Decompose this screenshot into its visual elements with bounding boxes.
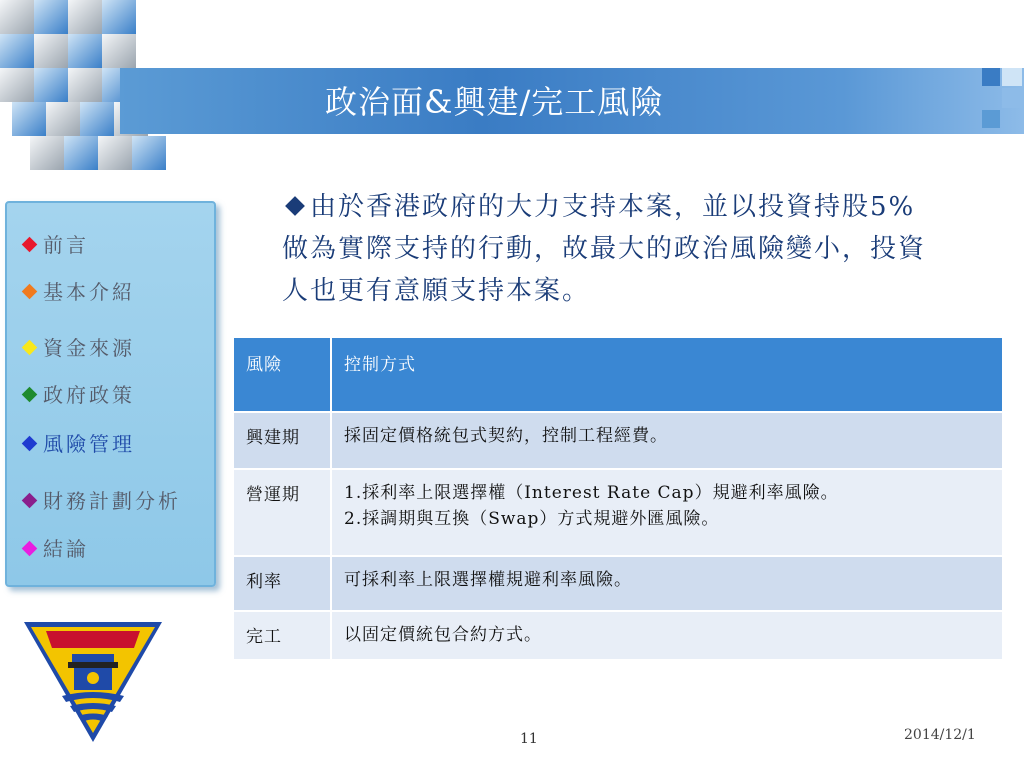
risk-cell: 利率 (233, 556, 331, 611)
table-row (233, 469, 1003, 556)
control-line: 以固定價統包合約方式。 (344, 625, 542, 645)
nav-item-label: 資金來源 (43, 336, 135, 360)
nav-item-conclusion[interactable] (24, 533, 89, 562)
table-header-row (233, 337, 1003, 412)
nav-item-label: 前言 (43, 233, 89, 257)
diamond-bullet-icon (22, 340, 38, 356)
table-row (233, 412, 1003, 469)
diamond-bullet-icon (22, 436, 38, 452)
table-header-cell: 風險 (233, 337, 331, 412)
control-cell (331, 556, 1003, 611)
nav-item-label: 風險管理 (43, 432, 135, 456)
control-line: 可採利率上限選擇權規避利率風險。 (344, 570, 632, 590)
intro-text: 由於香港政府的大力支持本案，並以投資持股5%做為實際支持的行動，故最大的政治風險變小，投資人也更有意願支持本案。 (282, 192, 927, 306)
table-row (233, 611, 1003, 660)
slide-title: 政治面&興建/完工風險 (325, 83, 664, 121)
diamond-bullet-icon (22, 237, 38, 253)
diamond-bullet-icon (22, 541, 38, 557)
university-emblem-logo (22, 618, 164, 744)
diamond-bullet-icon (285, 196, 305, 216)
nav-item-label: 基本介紹 (43, 280, 135, 304)
nav-item-label: 結論 (43, 537, 89, 561)
risk-cell: 興建期 (233, 412, 331, 469)
nav-item-label: 政府政策 (43, 383, 135, 407)
nav-item-basic-intro[interactable] (24, 276, 135, 305)
intro-paragraph (282, 186, 942, 312)
nav-item-funding[interactable] (24, 332, 135, 361)
risk-cell: 營運期 (233, 469, 331, 556)
table-header-cell: 控制方式 (331, 337, 1003, 412)
nav-item-risk-management[interactable] (24, 428, 135, 457)
control-cell (331, 469, 1003, 556)
diamond-bullet-icon (22, 387, 38, 403)
control-line: 2.採調期與互換（Swap）方式規避外匯風險。 (344, 509, 720, 529)
control-line: 1.採利率上限選擇權（Interest Rate Cap）規避利率風險。 (344, 483, 839, 503)
corner-squares-decoration (968, 66, 1024, 138)
nav-item-financial-plan[interactable] (24, 485, 181, 514)
diamond-bullet-icon (22, 493, 38, 509)
slide-date: 2014/12/1 (904, 727, 976, 743)
nav-item-label: 財務計劃分析 (43, 489, 181, 513)
table-row (233, 556, 1003, 611)
page-number: 11 (520, 731, 538, 747)
diamond-bullet-icon (22, 284, 38, 300)
control-cell (331, 412, 1003, 469)
control-line: 採固定價格統包式契約，控制工程經費。 (344, 426, 668, 446)
risk-cell: 完工 (233, 611, 331, 660)
risk-control-table (232, 336, 1004, 661)
nav-item-policy[interactable] (24, 379, 135, 408)
sidebar-nav (5, 201, 216, 587)
control-cell (331, 611, 1003, 660)
nav-item-intro[interactable] (24, 229, 89, 258)
